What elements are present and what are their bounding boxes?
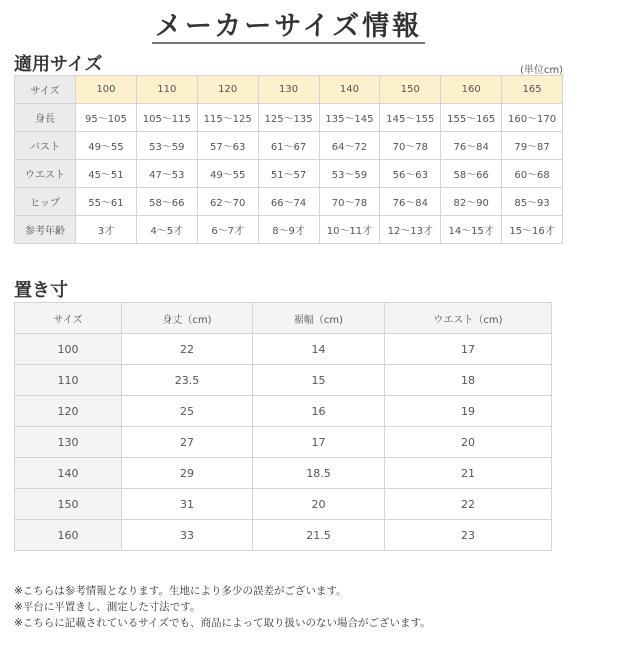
table-cell: 95〜105 (76, 104, 137, 132)
table-cell: 20 (253, 489, 385, 520)
table-row (15, 458, 552, 489)
table-cell: 10〜11才 (319, 216, 380, 244)
table-header-row (15, 303, 552, 334)
row-header: 120 (15, 396, 122, 427)
row-header: 110 (15, 365, 122, 396)
table-row (15, 396, 552, 427)
table-cell: 155〜165 (441, 104, 502, 132)
table-cell: 62〜70 (197, 188, 258, 216)
table-row (15, 160, 563, 188)
table-row (15, 104, 563, 132)
table-cell: 56〜63 (380, 160, 441, 188)
table-cell: 21.5 (253, 520, 385, 551)
flat-measurement-table (14, 302, 552, 551)
column-header: 身丈（cm) (122, 303, 253, 334)
size-header: 110 (136, 76, 197, 104)
notes (14, 583, 431, 631)
table-cell: 70〜78 (380, 132, 441, 160)
table-cell: 22 (385, 489, 552, 520)
table-header-row (15, 76, 563, 104)
table-cell: 53〜59 (136, 132, 197, 160)
title-underline (152, 42, 425, 44)
applicable-size-heading: 適用サイズ (14, 54, 103, 75)
table-cell: 19 (385, 396, 552, 427)
table-cell: 58〜66 (441, 160, 502, 188)
unit-label: (単位cm) (519, 65, 563, 76)
row-header: 100 (15, 334, 122, 365)
row-header: 160 (15, 520, 122, 551)
table-cell: 16 (253, 396, 385, 427)
table-cell: 17 (253, 427, 385, 458)
table-cell: 27 (122, 427, 253, 458)
row-header: バスト (15, 132, 76, 160)
table-row (15, 520, 552, 551)
table-cell: 18.5 (253, 458, 385, 489)
table-cell: 66〜74 (258, 188, 319, 216)
size-header: 140 (319, 76, 380, 104)
table-row (15, 427, 552, 458)
table-cell: 14 (253, 334, 385, 365)
note: ※こちらは参考情報となります。生地により多少の誤差がございます。 (14, 585, 347, 597)
table-cell: 29 (122, 458, 253, 489)
column-header: ウエスト（cm) (385, 303, 552, 334)
table-cell: 85〜93 (502, 188, 563, 216)
table-cell: 17 (385, 334, 552, 365)
table-cell: 76〜84 (441, 132, 502, 160)
table-cell: 6〜7才 (197, 216, 258, 244)
flat-measurement-heading: 置き寸 (14, 280, 68, 301)
size-header: 120 (197, 76, 258, 104)
row-header: 身長 (15, 104, 76, 132)
table-row (15, 489, 552, 520)
table-cell: 51〜57 (258, 160, 319, 188)
table-row (15, 365, 552, 396)
table-cell: 70〜78 (319, 188, 380, 216)
table-cell: 14〜15才 (441, 216, 502, 244)
table-cell: 115〜125 (197, 104, 258, 132)
row-header: ヒップ (15, 188, 76, 216)
table-row (15, 132, 563, 160)
table-cell: 76〜84 (380, 188, 441, 216)
table-cell: 49〜55 (76, 132, 137, 160)
table-cell: 58〜66 (136, 188, 197, 216)
table-cell: 45〜51 (76, 160, 137, 188)
table-cell: 82〜90 (441, 188, 502, 216)
table-cell: 79〜87 (502, 132, 563, 160)
table-cell: 23 (385, 520, 552, 551)
table-cell: 12〜13才 (380, 216, 441, 244)
table-cell: 135〜145 (319, 104, 380, 132)
table-cell: 47〜53 (136, 160, 197, 188)
size-header: 130 (258, 76, 319, 104)
table-cell: 33 (122, 520, 253, 551)
table-cell: 15 (253, 365, 385, 396)
row-header: 参考年齢 (15, 216, 76, 244)
table-row (15, 216, 563, 244)
row-header: 150 (15, 489, 122, 520)
size-header: 160 (441, 76, 502, 104)
size-header: 165 (502, 76, 563, 104)
applicable-size-table (14, 75, 563, 244)
row-header: ウエスト (15, 160, 76, 188)
note: ※こちらに記載されているサイズでも、商品によって取り扱いのない場合がございます。 (14, 617, 431, 629)
table-cell: 125〜135 (258, 104, 319, 132)
table-cell: 145〜155 (380, 104, 441, 132)
table-cell: 60〜68 (502, 160, 563, 188)
table-cell: 18 (385, 365, 552, 396)
table-cell: 55〜61 (76, 188, 137, 216)
table-cell: 20 (385, 427, 552, 458)
row-header: サイズ (15, 76, 76, 104)
table-cell: 8〜9才 (258, 216, 319, 244)
row-header: 130 (15, 427, 122, 458)
table-cell: 25 (122, 396, 253, 427)
row-header: 140 (15, 458, 122, 489)
column-header: 裾幅（cm) (253, 303, 385, 334)
table-cell: 23.5 (122, 365, 253, 396)
table-cell: 105〜115 (136, 104, 197, 132)
table-cell: 15〜16才 (502, 216, 563, 244)
table-cell: 31 (122, 489, 253, 520)
table-cell: 4〜5才 (136, 216, 197, 244)
note: ※平台に平置きし、測定した寸法です。 (14, 601, 201, 613)
table-cell: 61〜67 (258, 132, 319, 160)
table-cell: 21 (385, 458, 552, 489)
page-title: メーカーサイズ情報 (154, 11, 423, 42)
table-cell: 22 (122, 334, 253, 365)
table-row (15, 334, 552, 365)
table-row (15, 188, 563, 216)
table-cell: 49〜55 (197, 160, 258, 188)
table-cell: 57〜63 (197, 132, 258, 160)
table-cell: 3才 (76, 216, 137, 244)
size-header: 100 (76, 76, 137, 104)
size-header: 150 (380, 76, 441, 104)
table-cell: 53〜59 (319, 160, 380, 188)
table-cell: 64〜72 (319, 132, 380, 160)
column-header: サイズ (15, 303, 122, 334)
table-cell: 160〜170 (502, 104, 563, 132)
